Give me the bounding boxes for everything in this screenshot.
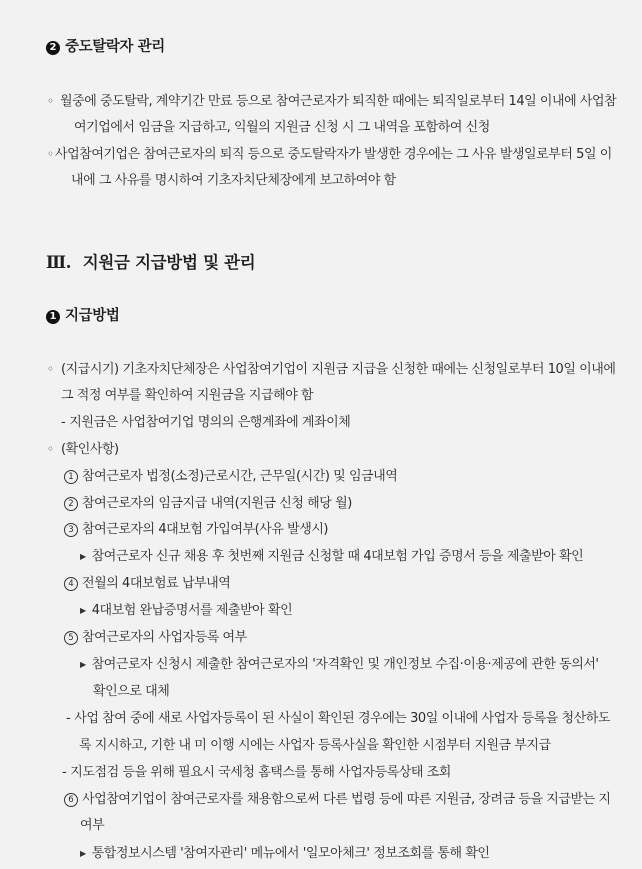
sub-detail: ▶ 참여근로자 신규 채용 후 첫번째 지원금 신청할 때 4대보험 가입 증명서 등을 제출받아 확인 (80, 549, 584, 564)
dash-item: - 사업 참여 중에 새로 사업자등록이 된 사실이 확인된 경우에는 30일 이내에 사업자 등록을 청산하도 (66, 711, 610, 726)
paragraph-line: 내에 그 사유를 명시하여 기초자치단체장에게 보고하여야 함 (71, 173, 396, 188)
item-number: 3 (64, 523, 78, 537)
triangle-bullet-icon: ▶ (80, 606, 86, 615)
bullet-marker: ◦ (47, 442, 55, 456)
triangle-bullet-icon: ▶ (80, 552, 86, 561)
chapter-title: 지원금 지급방법 및 관리 (82, 253, 256, 272)
bullet-marker: ◦ (47, 94, 55, 108)
check-item: 3 참여근로자의 4대보험 가입여부(사유 발생시) (64, 521, 328, 539)
sub-detail-continued: 확인으로 대체 (93, 684, 170, 699)
sub-detail: ▶ 통합정보시스템 '참여자관리' 메뉴에서 '일모아체크' 정보조회를 통해 확인 (80, 846, 490, 861)
sub-item: - 지원금은 사업참여기업 명의의 은행계좌에 계좌이체 (61, 415, 351, 430)
item-number: 2 (64, 497, 78, 511)
section-title: 지급방법 (65, 308, 120, 324)
paragraph-line: (지급시기) 기초자치단체장은 사업참여기업이 지원금 지급을 신청한 때에는 신청일로부터 10일 이내에 (61, 362, 616, 377)
chapter-number: Ⅲ. (46, 253, 72, 272)
section-heading-dropout (46, 37, 165, 57)
triangle-bullet-icon: ▶ (80, 849, 86, 858)
check-item: 6 사업참여기업이 참여근로자를 채용함으로써 다른 법령 등에 따른 지원금, 장려금 등을 지급받는 지 (64, 791, 611, 809)
dash-item: - 지도점검 등을 위해 필요시 국세청 홈택스를 통해 사업자등록상태 조회 (62, 765, 451, 780)
paragraph-line: 여기업에서 임금을 지급하고, 익월의 지원금 신청 시 그 내역을 포함하여 신청 (74, 120, 490, 135)
paragraph-line: 월중에 중도탈락, 계약기간 만료 등으로 참여근로자가 퇴직한 때에는 퇴직일로부터 14일 이내에 사업참 (60, 94, 617, 109)
check-item: 2 참여근로자의 임금지급 내역(지원금 신청 해당 월) (64, 495, 352, 513)
section-number-badge: 1 (46, 310, 60, 324)
item-number: 4 (64, 577, 78, 591)
item-number: 6 (64, 793, 78, 807)
sub-detail: ▶ 참여근로자 신청시 제출한 참여근로자의 '자격확인 및 개인정보 수집·이용·제공에 관한 동의서' (80, 657, 599, 672)
section-title: 중도탈락자 관리 (65, 39, 165, 55)
section-heading-payment (46, 306, 119, 326)
triangle-bullet-icon: ▶ (80, 660, 86, 669)
item-number: 5 (64, 631, 78, 645)
dash-item-continued: 록 지시하고, 기한 내 미 이행 시에는 사업자 등록사실을 확인한 시점부터 지원금 부지급 (79, 738, 551, 753)
check-item-continued: 여부 (80, 818, 105, 833)
check-item: 5 참여근로자의 사업자등록 여부 (64, 629, 247, 647)
sub-detail: ▶ 4대보험 완납증명서를 제출받아 확인 (80, 603, 293, 618)
section-number-badge: 2 (46, 41, 60, 55)
chapter-heading (46, 252, 255, 274)
item-number: 1 (64, 470, 78, 484)
paragraph-line: 그 적정 여부를 확인하여 지원금을 지급해야 함 (61, 388, 314, 403)
bullet-marker: ◦ (47, 362, 55, 376)
check-item: 4 전월의 4대보험료 납부내역 (64, 575, 230, 593)
paragraph-line: (확인사항) (61, 442, 119, 457)
check-item: 1 참여근로자 법정(소정)근로시간, 근무일(시간) 및 임금내역 (64, 468, 397, 486)
paragraph-line: 사업참여기업은 참여근로자의 퇴직 등으로 중도탈락자가 발생한 경우에는 그 사유 발생일로부터 5일 이 (55, 147, 612, 162)
bullet-marker: ◦ (47, 147, 55, 161)
